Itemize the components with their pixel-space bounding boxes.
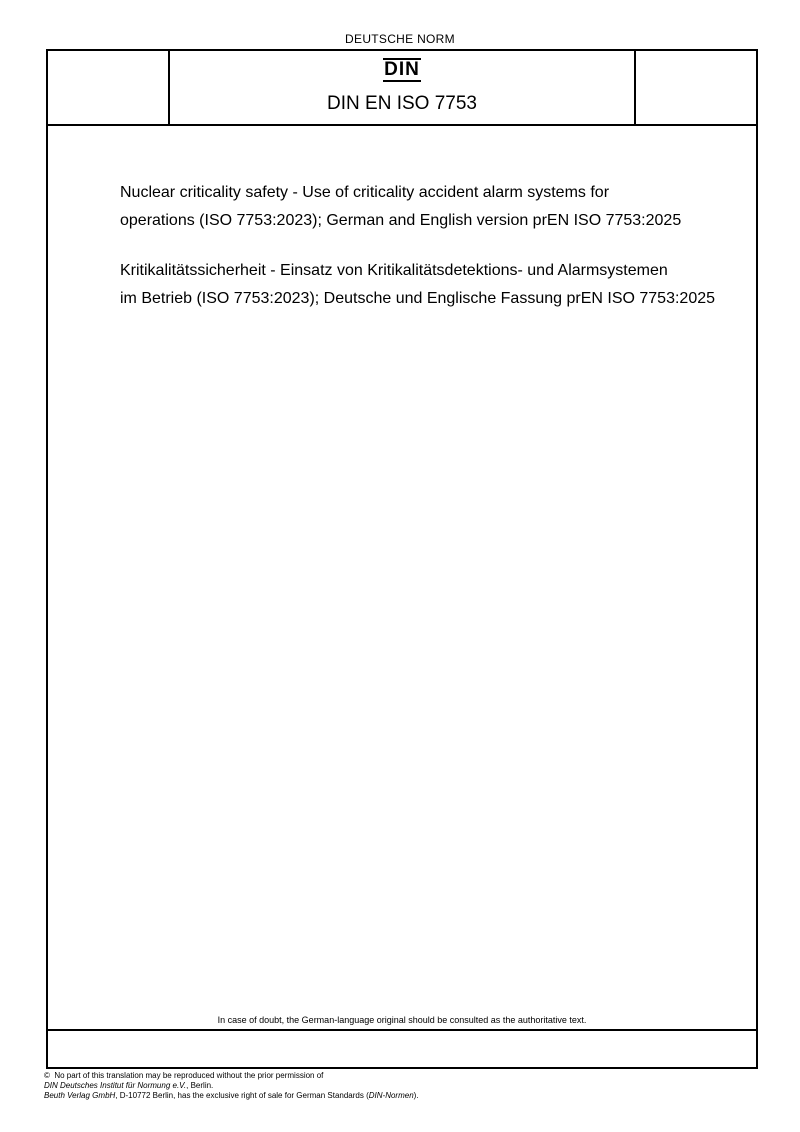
german-title-line2: im Betrieb (ISO 7753:2023); Deutsche und Englische Fassung prEN ISO 7753:2025	[120, 290, 716, 307]
footer-line3-end: ).	[413, 1091, 419, 1100]
footer-line2-rest: , Berlin.	[186, 1081, 214, 1090]
footer-line3	[44, 1091, 419, 1101]
footer-din-normen: DIN-Normen	[368, 1091, 414, 1100]
footer-line1	[44, 1071, 419, 1081]
english-title-line2: operations (ISO 7753:2023); German and English version prEN ISO 7753:2025	[120, 212, 682, 229]
title-block	[120, 179, 760, 313]
footer-org-name: DIN Deutsches Institut für Normung e.V.	[44, 1081, 187, 1090]
copyright-footer	[44, 1071, 419, 1101]
footer-line2	[44, 1081, 419, 1091]
bottom-divider	[48, 1029, 756, 1031]
footer-line1-text: No part of this translation may be reproduced without the prior permission of	[54, 1071, 324, 1080]
footer-line3-mid: , D-10772 Berlin, has the exclusive right of sale for German Standards (	[115, 1091, 369, 1100]
din-logo	[170, 58, 634, 82]
header-row	[48, 51, 756, 126]
page-frame	[46, 49, 758, 1069]
german-title-line1: Kritikalitätssicherheit - Einsatz von Kritikalitätsdetektions- und Alarmsystemen	[120, 262, 668, 279]
english-title	[120, 179, 760, 235]
authoritative-text-disclaimer: In case of doubt, the German-language original should be consulted as the authoritative text.	[217, 1015, 587, 1025]
header-divider-right	[634, 51, 636, 124]
german-title	[120, 257, 760, 313]
footer-publisher: Beuth Verlag GmbH	[44, 1091, 116, 1100]
copyright-symbol: ©	[44, 1071, 50, 1080]
document-number: DIN EN ISO 7753	[327, 93, 477, 114]
english-title-line1: Nuclear criticality safety - Use of criticality accident alarm systems for	[120, 184, 610, 201]
document-type-label: DEUTSCHE NORM	[345, 32, 455, 46]
din-logo-text: DIN	[384, 59, 420, 80]
